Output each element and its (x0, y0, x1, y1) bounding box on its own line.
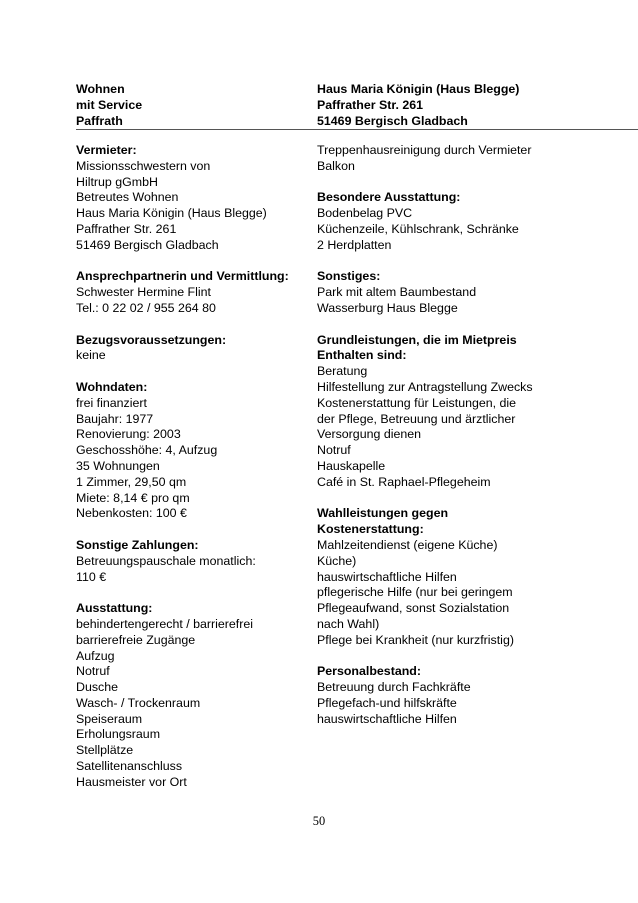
info-section (317, 506, 562, 648)
section-line: Aufzug (76, 648, 115, 663)
section-line: Renovierung: 2003 (76, 427, 181, 442)
right-column (317, 143, 562, 743)
header-right (317, 82, 519, 129)
section-line: Speiseraum (76, 711, 143, 726)
section-heading: Vermieter: (76, 143, 137, 157)
section-line: 1 Zimmer, 29,50 qm (76, 474, 187, 489)
info-section (76, 269, 306, 316)
info-section (317, 269, 562, 316)
section-line: Betreutes Wohnen (76, 190, 179, 205)
section-line: Beratung (317, 364, 368, 379)
section-line: 35 Wohnungen (76, 458, 160, 473)
section-line: Satellitenanschluss (76, 759, 183, 774)
section-line: frei finanziert (76, 395, 147, 410)
section-line: Pflegeaufwand, sonst Sozialstation (317, 601, 510, 616)
section-line: Betreuung durch Fachkräfte (317, 680, 471, 695)
section-line: Geschosshöhe: 4, Aufzug (76, 443, 218, 458)
info-section (76, 380, 306, 522)
section-line: behindertengerecht / barrierefrei (76, 616, 254, 631)
info-section (76, 601, 306, 791)
section-line: keine (76, 348, 106, 363)
section-heading: Grundleistungen, die im Mietpreis (317, 332, 517, 347)
section-line: Miete: 8,14 € pro qm (76, 490, 190, 505)
header-left-line: Paffrath (76, 113, 123, 128)
section-line: Haus Maria Königin (Haus Blegge) (76, 206, 267, 221)
section-line: Mahlzeitendienst (eigene Küche) (317, 537, 498, 552)
info-section (317, 190, 562, 253)
section-line: Nebenkosten: 100 € (76, 506, 187, 521)
section-line: Dusche (76, 680, 119, 695)
section-line: Balkon (317, 158, 355, 173)
section-heading: Sonstige Zahlungen: (76, 537, 199, 552)
section-line: Kostenerstattung für Leistungen, die (317, 395, 517, 410)
section-line: Hiltrup gGmbH (76, 174, 158, 189)
header-left-line: Wohnen (76, 82, 125, 96)
section-heading: Personalbestand: (317, 664, 421, 679)
header-left-line: mit Service (76, 97, 143, 112)
section-line: hauswirtschaftliche Hilfen (317, 569, 457, 584)
section-line: Tel.: 0 22 02 / 955 264 80 (76, 300, 216, 315)
section-line: nach Wahl) (317, 616, 380, 631)
section-heading: Enthalten sind: (317, 348, 407, 363)
section-line: 51469 Bergisch Gladbach (76, 237, 219, 252)
section-line: Baujahr: 1977 (76, 411, 154, 426)
section-line: 2 Herdplatten (317, 237, 392, 252)
header-left (76, 82, 142, 129)
section-heading: Sonstiges: (317, 269, 381, 284)
section-line: Café in St. Raphael-Pflegeheim (317, 474, 491, 489)
section-line: Hauskapelle (317, 458, 386, 473)
section-line: Notruf (317, 443, 351, 458)
section-line: Pflegefach-und hilfskräfte (317, 695, 457, 710)
section-line: Paffrather Str. 261 (76, 221, 177, 236)
section-heading: Bezugsvoraussetzungen: (76, 332, 227, 347)
section-heading: Ansprechpartnerin und Vermittlung: (76, 269, 289, 284)
info-section (317, 333, 562, 491)
header-right-line: Paffrather Str. 261 (317, 97, 424, 112)
info-section (76, 143, 306, 254)
section-line: Wasch- / Trockenraum (76, 695, 201, 710)
section-line: Erholungsraum (76, 727, 161, 742)
section-heading: Wahlleistungen gegen (317, 506, 449, 521)
section-line: pflegerische Hilfe (nur bei geringem (317, 585, 513, 600)
info-section (76, 538, 306, 585)
info-section (317, 143, 562, 175)
section-heading: Wohndaten: (76, 379, 148, 394)
section-line: Missionsschwestern von (76, 158, 211, 173)
section-line: Bodenbelag PVC (317, 206, 413, 221)
left-column (76, 143, 306, 806)
info-section (317, 664, 562, 727)
section-line: Versorgung dienen (317, 427, 422, 442)
section-line: Wasserburg Haus Blegge (317, 300, 458, 315)
section-line: Pflege bei Krankheit (nur kurzfristig) (317, 632, 514, 647)
header-right-line: 51469 Bergisch Gladbach (317, 113, 468, 128)
section-line: barrierefreie Zugänge (76, 632, 196, 647)
info-section (76, 333, 306, 365)
document-header (76, 82, 638, 130)
section-line: Notruf (76, 664, 110, 679)
header-right-line: Haus Maria Königin (Haus Blegge) (317, 82, 520, 96)
section-line: Stellplätze (76, 743, 134, 758)
page-number: 50 (312, 814, 326, 828)
section-heading: Ausstattung: (76, 601, 153, 616)
section-line: Treppenhausreinigung durch Vermieter (317, 143, 532, 157)
section-heading: Kostenerstattung: (317, 522, 424, 537)
section-line: Betreuungspauschale monatlich: (76, 553, 256, 568)
section-heading: Besondere Ausstattung: (317, 190, 461, 205)
section-line: der Pflege, Betreuung und ärztlicher (317, 411, 516, 426)
section-line: Hilfestellung zur Antragstellung Zwecks (317, 379, 533, 394)
section-line: hauswirtschaftliche Hilfen (317, 711, 457, 726)
section-line: Park mit altem Baumbestand (317, 285, 477, 300)
section-line: Hausmeister vor Ort (76, 774, 187, 789)
section-line: Küche) (317, 553, 357, 568)
section-line: Schwester Hermine Flint (76, 285, 211, 300)
section-line: 110 € (76, 569, 107, 584)
section-line: Küchenzeile, Kühlschrank, Schränke (317, 221, 519, 236)
